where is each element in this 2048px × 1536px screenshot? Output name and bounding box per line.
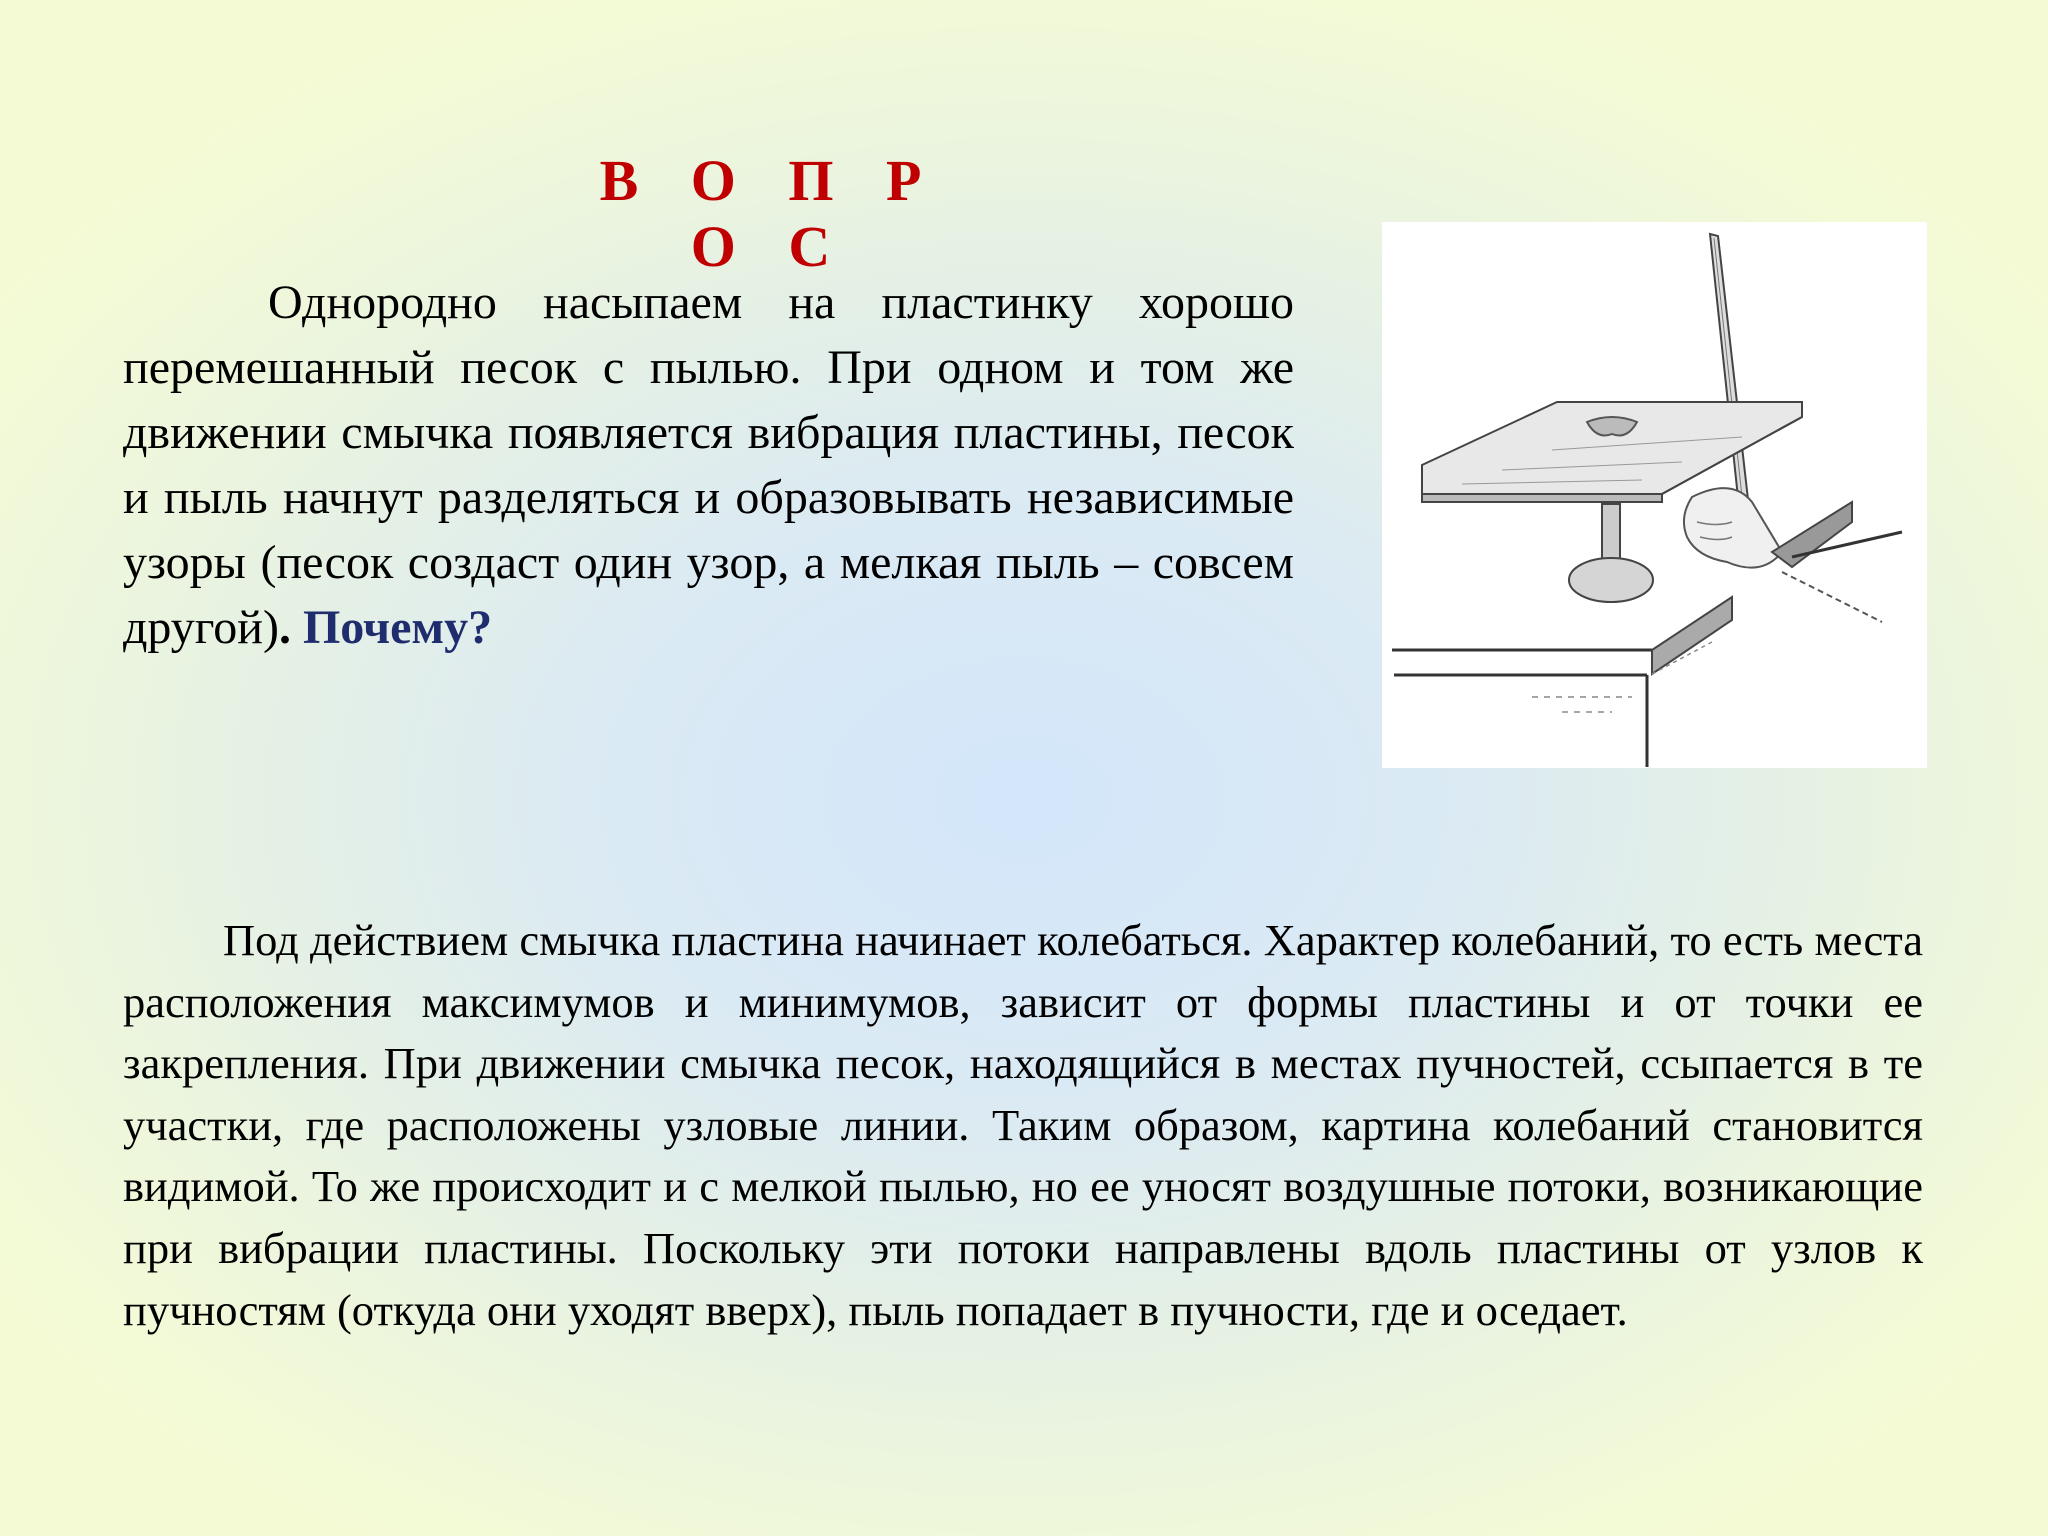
slide-title: В О П Р О С [599, 148, 941, 279]
question-emphasis: Почему? [302, 601, 493, 654]
question-end-punct: . [278, 601, 291, 654]
question-text: Однородно насыпаем на пластинку хорошо перемешанный песок с пылью. При одном и том же движении смычка появляется вибрация пластины, песок и пыль начнут разделяться и образовывать независимые узоры (песок создаст один узор, а мелкая пыль – совсем другой) [123, 276, 1294, 654]
question-paragraph [123, 270, 1294, 660]
chladni-plate-figure [1382, 222, 1927, 768]
chladni-plate-illustration-icon [1382, 222, 1927, 768]
answer-paragraph [123, 910, 1923, 1341]
answer-text: Под действием смычка пластина начинает колебаться. Характер колебаний, то есть места расположения максимумов и минимумов, зависит от формы пластины и от точки ее закрепления. При движении смычка песок, находящийся в местах пучностей, ссыпается в те участки, где расположены узловые линии. Таким образом, картина колебаний становится видимой. То же происходит и с мелкой пылью, но ее уносят воздушные потоки, возникающие при вибрации пластины. Поскольку эти потоки направлены вдоль пластины от узлов к пучностям (откуда они уходят вверх), пыль попадает в пучности, где и оседает. [123, 915, 1923, 1335]
